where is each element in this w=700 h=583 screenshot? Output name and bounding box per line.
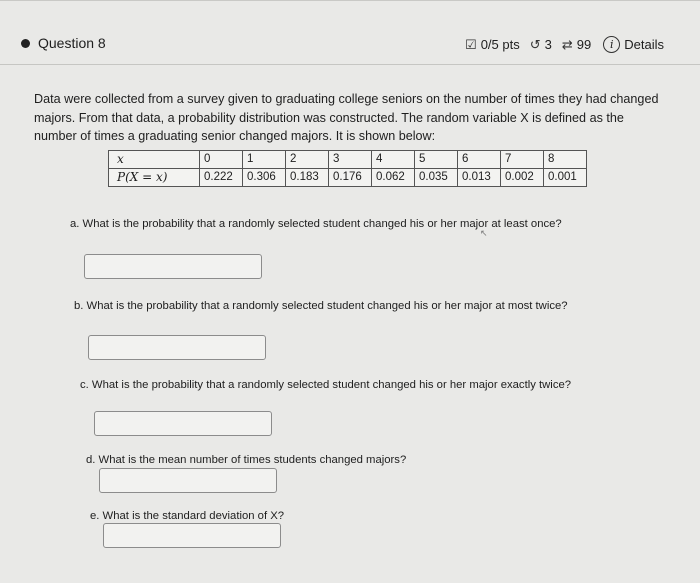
problem-intro: Data were collected from a survey given to graduating college seniors on the number of times they had changed majors. From that data, a probability distribution was constructed. The random variable X is defined as the number of times a graduating senior changed majors. It is shown below: xyxy=(34,92,659,143)
question-header xyxy=(0,24,700,65)
question-bullet xyxy=(21,39,30,48)
table-row xyxy=(109,168,587,186)
question-meta xyxy=(465,36,664,53)
table-cell: 5 xyxy=(415,150,458,168)
submissions-count: 99 xyxy=(576,37,592,52)
question-e: e. What is the standard deviation of X? xyxy=(90,510,285,522)
table-cell: 0.062 xyxy=(372,168,415,186)
question-a: a. What is the probability that a randomly selected student changed his or her major at least once? xyxy=(70,218,562,230)
info-icon[interactable]: i xyxy=(603,36,620,53)
p-row-header: P(X = x) xyxy=(109,168,200,186)
table-cell: 1 xyxy=(243,150,286,168)
table-cell: 8 xyxy=(544,150,587,168)
table-cell: 0.001 xyxy=(544,168,587,186)
table-cell: 7 xyxy=(501,150,544,168)
table-cell: 6 xyxy=(458,150,501,168)
table-cell: 0.013 xyxy=(458,168,501,186)
answer-a-input[interactable] xyxy=(84,254,262,279)
answer-d-input[interactable] xyxy=(99,468,277,493)
undo-icon[interactable]: ↺ xyxy=(529,36,541,52)
x-row-header: x xyxy=(109,150,200,168)
table-cell: 0.183 xyxy=(286,168,329,186)
score-text: 0/5 pts xyxy=(480,37,520,52)
table-row xyxy=(109,150,587,168)
table-cell: 0.002 xyxy=(501,168,544,186)
question-title: Question 8 xyxy=(38,35,106,51)
table-cell: 4 xyxy=(372,150,415,168)
table-cell: 0 xyxy=(200,150,243,168)
answer-b-input[interactable] xyxy=(88,335,266,360)
checkbox-icon: ☑ xyxy=(465,36,477,52)
mouse-cursor: ↖ xyxy=(480,228,488,238)
table-cell: 0.035 xyxy=(415,168,458,186)
top-divider xyxy=(0,0,700,1)
table-cell: 2 xyxy=(286,150,329,168)
question-d: d. What is the mean number of times students changed majors? xyxy=(86,454,407,466)
table-cell: 3 xyxy=(329,150,372,168)
attempts-count: 3 xyxy=(544,37,552,52)
question-b: b. What is the probability that a randomly selected student changed his or her major at most twice? xyxy=(74,300,568,312)
answer-c-input[interactable] xyxy=(94,411,272,436)
refresh-icon[interactable]: ⇄ xyxy=(561,36,573,52)
question-c: c. What is the probability that a randomly selected student changed his or her major exactly twice? xyxy=(80,379,572,391)
table-cell: 0.176 xyxy=(329,168,372,186)
table-cell: 0.222 xyxy=(200,168,243,186)
distribution-table xyxy=(108,150,587,187)
details-link[interactable]: Details xyxy=(624,37,664,52)
answer-e-input[interactable] xyxy=(103,523,281,548)
question-body xyxy=(34,90,664,187)
table-cell: 0.306 xyxy=(243,168,286,186)
